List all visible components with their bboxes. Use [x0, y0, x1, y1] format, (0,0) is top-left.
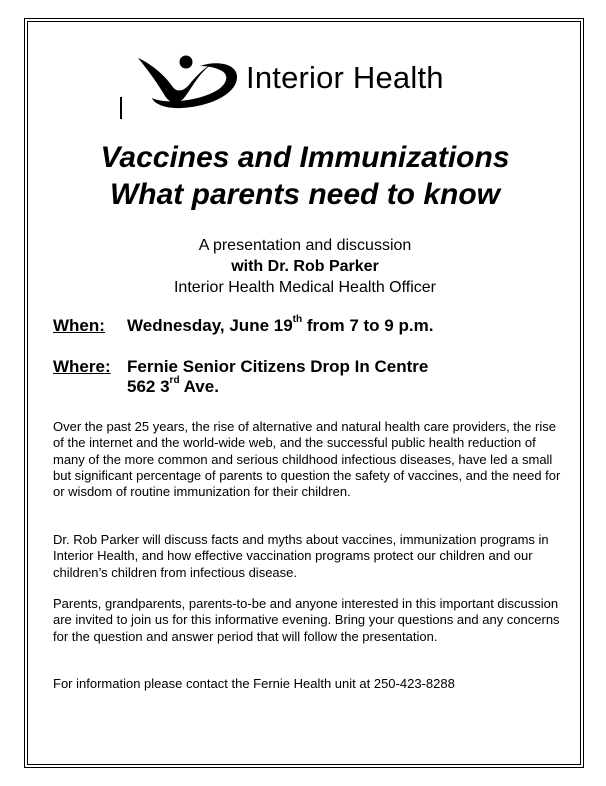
when-value: Wednesday, June 19th from 7 to 9 p.m. — [127, 314, 434, 335]
presenter-name: with Dr. Rob Parker — [231, 258, 379, 275]
interior-health-logo — [136, 52, 496, 112]
contact-info: For information please contact the Fernie Health unit at 250-423-8288 — [53, 676, 455, 691]
body-paragraph-3: Parents, grandparents, parents-to-be and anyone interested in this important discussion are invited to join us for this informative evening. Bring your questions and any concerns for the question and answer period that will follow the presentation. — [53, 596, 560, 644]
where-label: Where: — [53, 357, 111, 376]
text-cursor — [120, 97, 122, 119]
where-address: 562 3rd Ave. — [127, 375, 219, 396]
headline-line-1: Vaccines and Immunizations — [100, 141, 510, 174]
intro-line-1: A presentation and discussion — [198, 237, 412, 254]
headline-line-2: What parents need to know — [109, 178, 501, 211]
page-border-inner — [27, 21, 581, 765]
where-venue: Fernie Senior Citizens Drop In Centre — [127, 357, 429, 376]
presenter-title: Interior Health Medical Health Officer — [173, 279, 437, 296]
brand-name: Interior Health — [246, 60, 444, 95]
body-paragraph-2: Dr. Rob Parker will discuss facts and myths about vaccines, immunization programs in Interior Health, and how effective vaccination programs protect our children and our children’s children from infectious disease. — [53, 532, 549, 580]
interior-health-swoosh-icon — [136, 52, 240, 112]
when-label: When: — [53, 316, 105, 335]
body-paragraph-1: Over the past 25 years, the rise of alternative and natural health care providers, the rise of the internet and the world-wide web, and the successful public health reduction of many of the more common and serious childhood infectious diseases, have led a small but significant percentage of parents to question the safety of vaccines, and the need for or wisdom of routine immunization for their children. — [53, 419, 561, 500]
